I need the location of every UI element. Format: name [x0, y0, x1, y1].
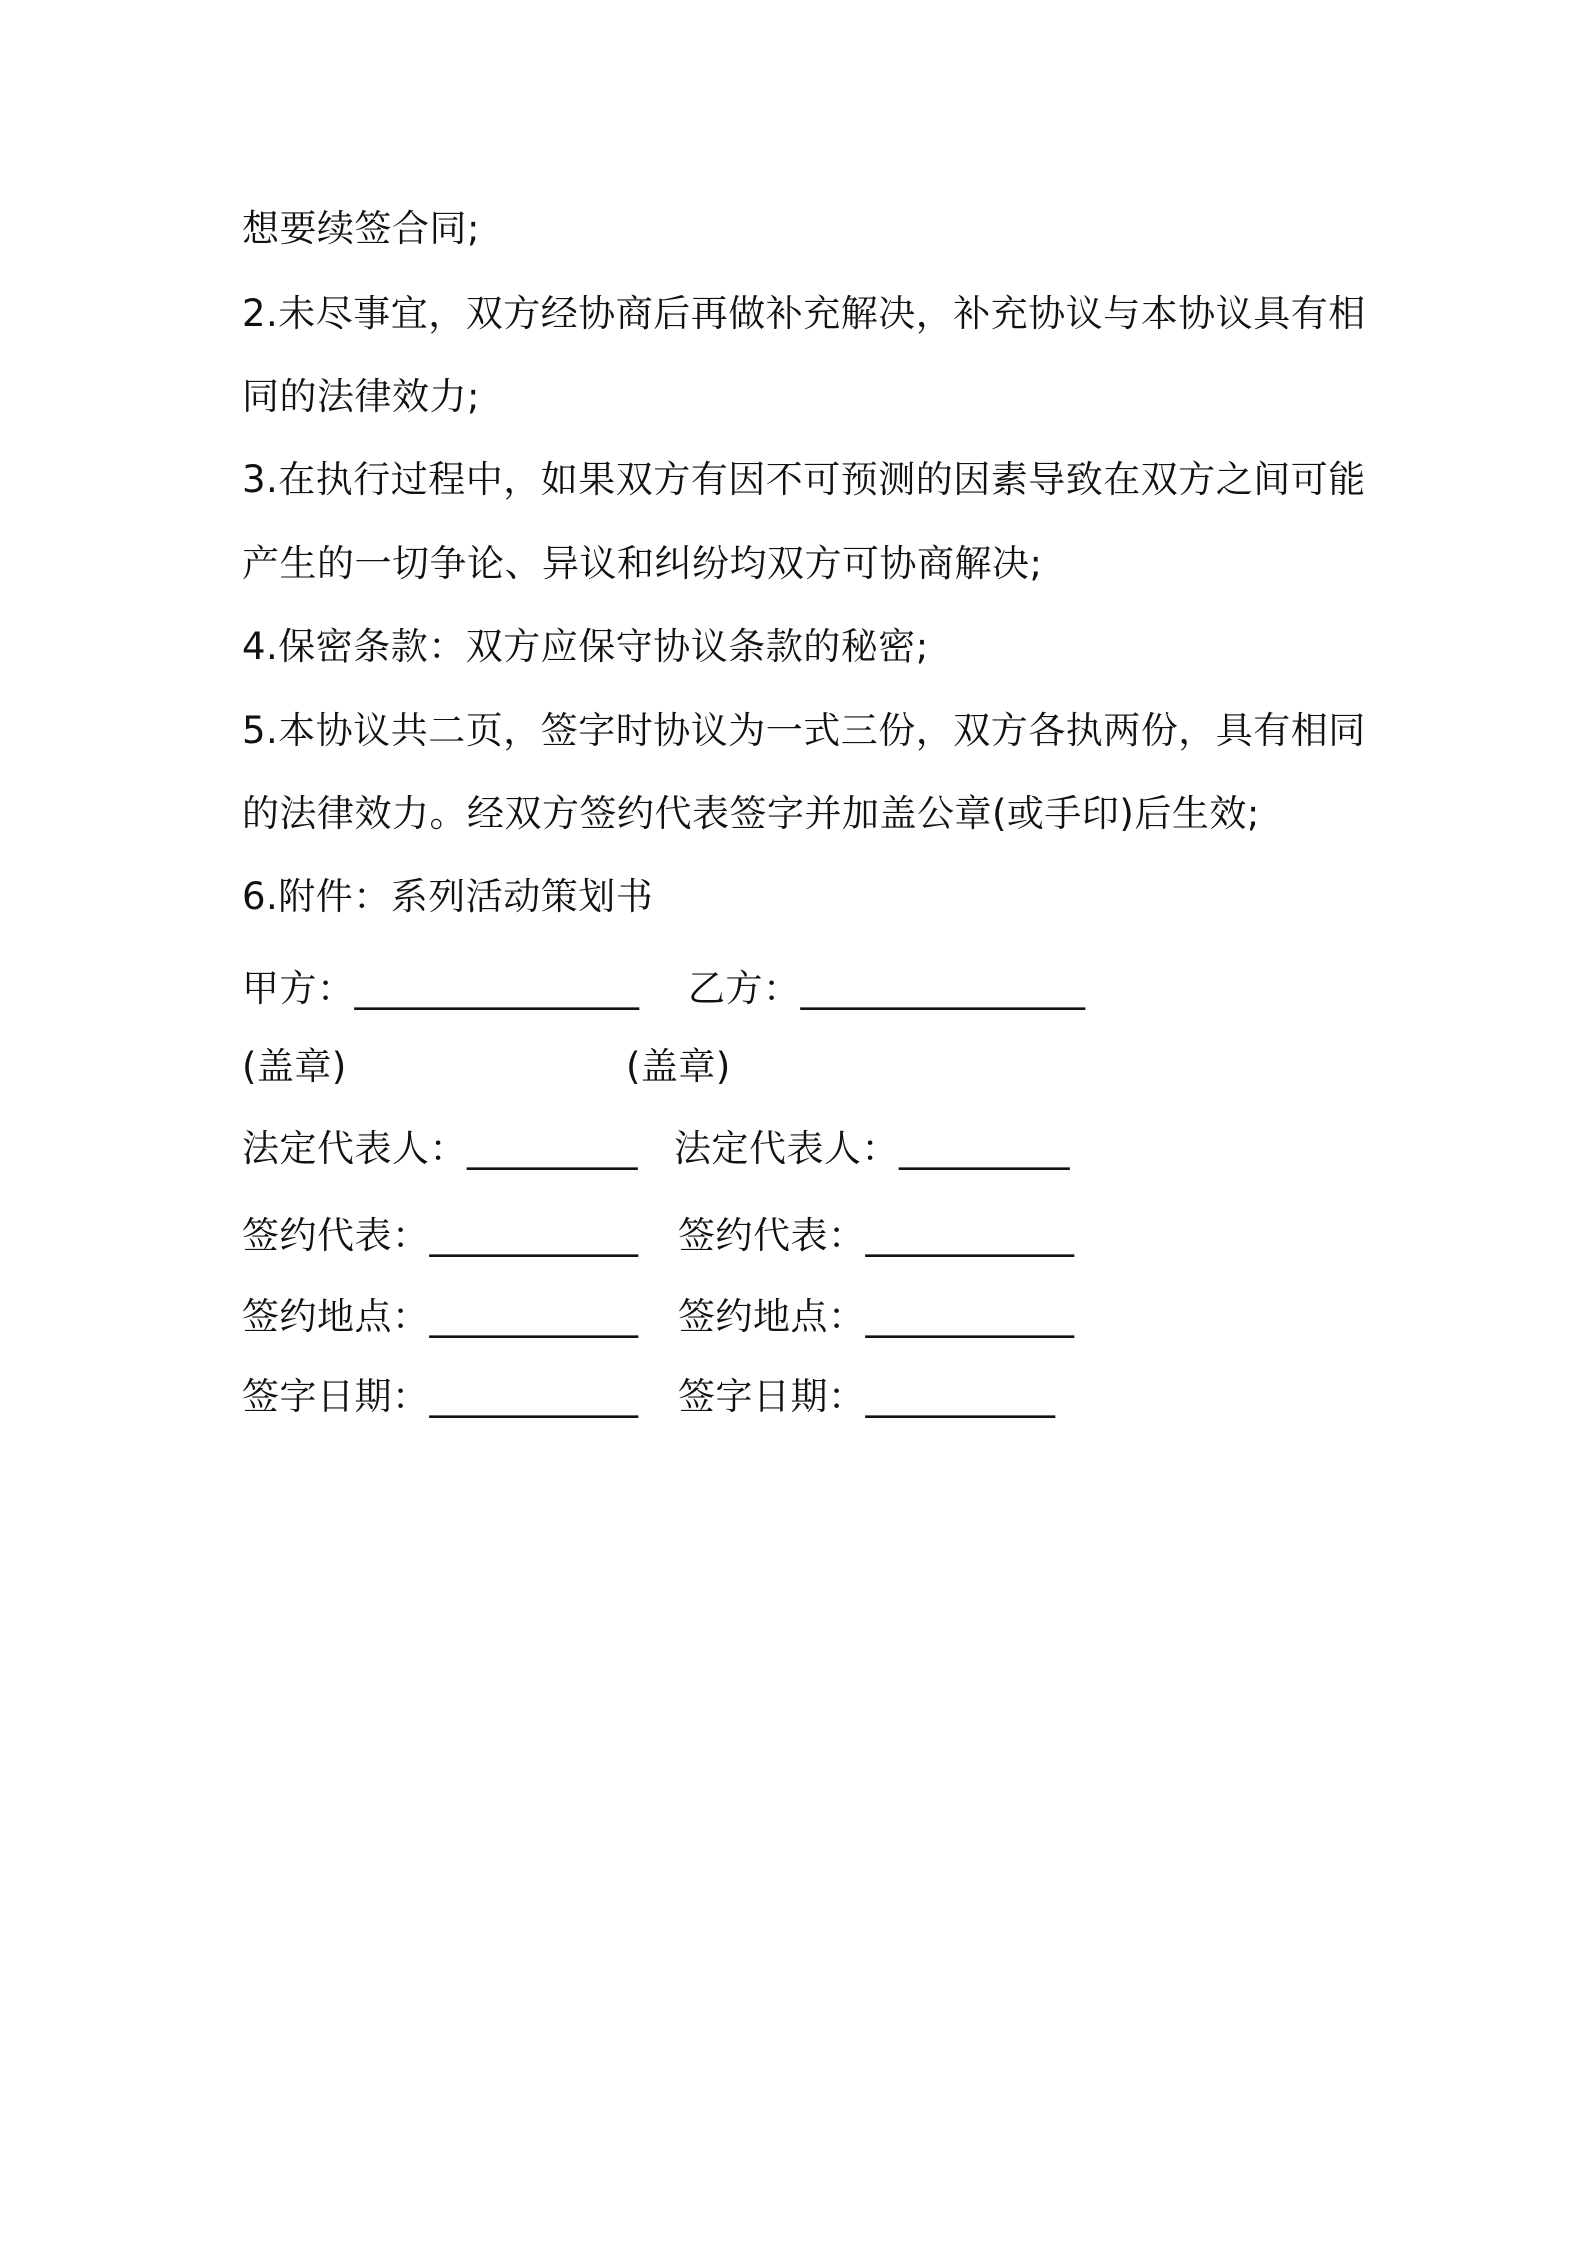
party-a-signing-place: 签约地点：___________: [242, 1295, 639, 1338]
paragraph-line: 产生的一切争论、异议和纠纷均双方可协商解决;: [242, 542, 1043, 585]
paragraph-line: 3.在执行过程中，如果双方有因不可预测的因素导致在双方之间可能: [242, 458, 1366, 501]
party-b-signing-rep: 签约代表：___________: [678, 1214, 1075, 1257]
party-b-signing-place: 签约地点：___________: [678, 1295, 1075, 1338]
party-a-legal-rep: 法定代表人：_________: [242, 1127, 638, 1170]
paragraph-line: 5.本协议共二页，签字时协议为一式三份，双方各执两份，具有相同: [242, 709, 1366, 752]
party-a-signing-rep: 签约代表：___________: [242, 1214, 639, 1257]
party-b-legal-rep: 法定代表人：_________: [674, 1127, 1070, 1170]
paragraph-line: 6.附件：系列活动策划书: [242, 875, 654, 918]
paragraph-line: 4.保密条款：双方应保守协议条款的秘密;: [242, 625, 929, 668]
party-a-signing-date: 签字日期：___________: [242, 1375, 639, 1418]
paragraph-line: 2.未尽事宜，双方经协商后再做补充解决，补充协议与本协议具有相: [242, 292, 1366, 335]
party-a-field: 甲方：_______________: [242, 967, 640, 1010]
party-b-seal: (盖章): [626, 1045, 731, 1088]
paragraph-line: 想要续签合同;: [242, 207, 480, 250]
paragraph-line: 同的法律效力;: [242, 375, 480, 418]
paragraph-line: 的法律效力。经双方签约代表签字并加盖公章(或手印)后生效;: [242, 792, 1260, 835]
party-b-signing-date: 签字日期：__________: [678, 1375, 1056, 1418]
party-a-seal: (盖章): [242, 1045, 347, 1088]
party-b-field: 乙方：_______________: [688, 967, 1086, 1010]
